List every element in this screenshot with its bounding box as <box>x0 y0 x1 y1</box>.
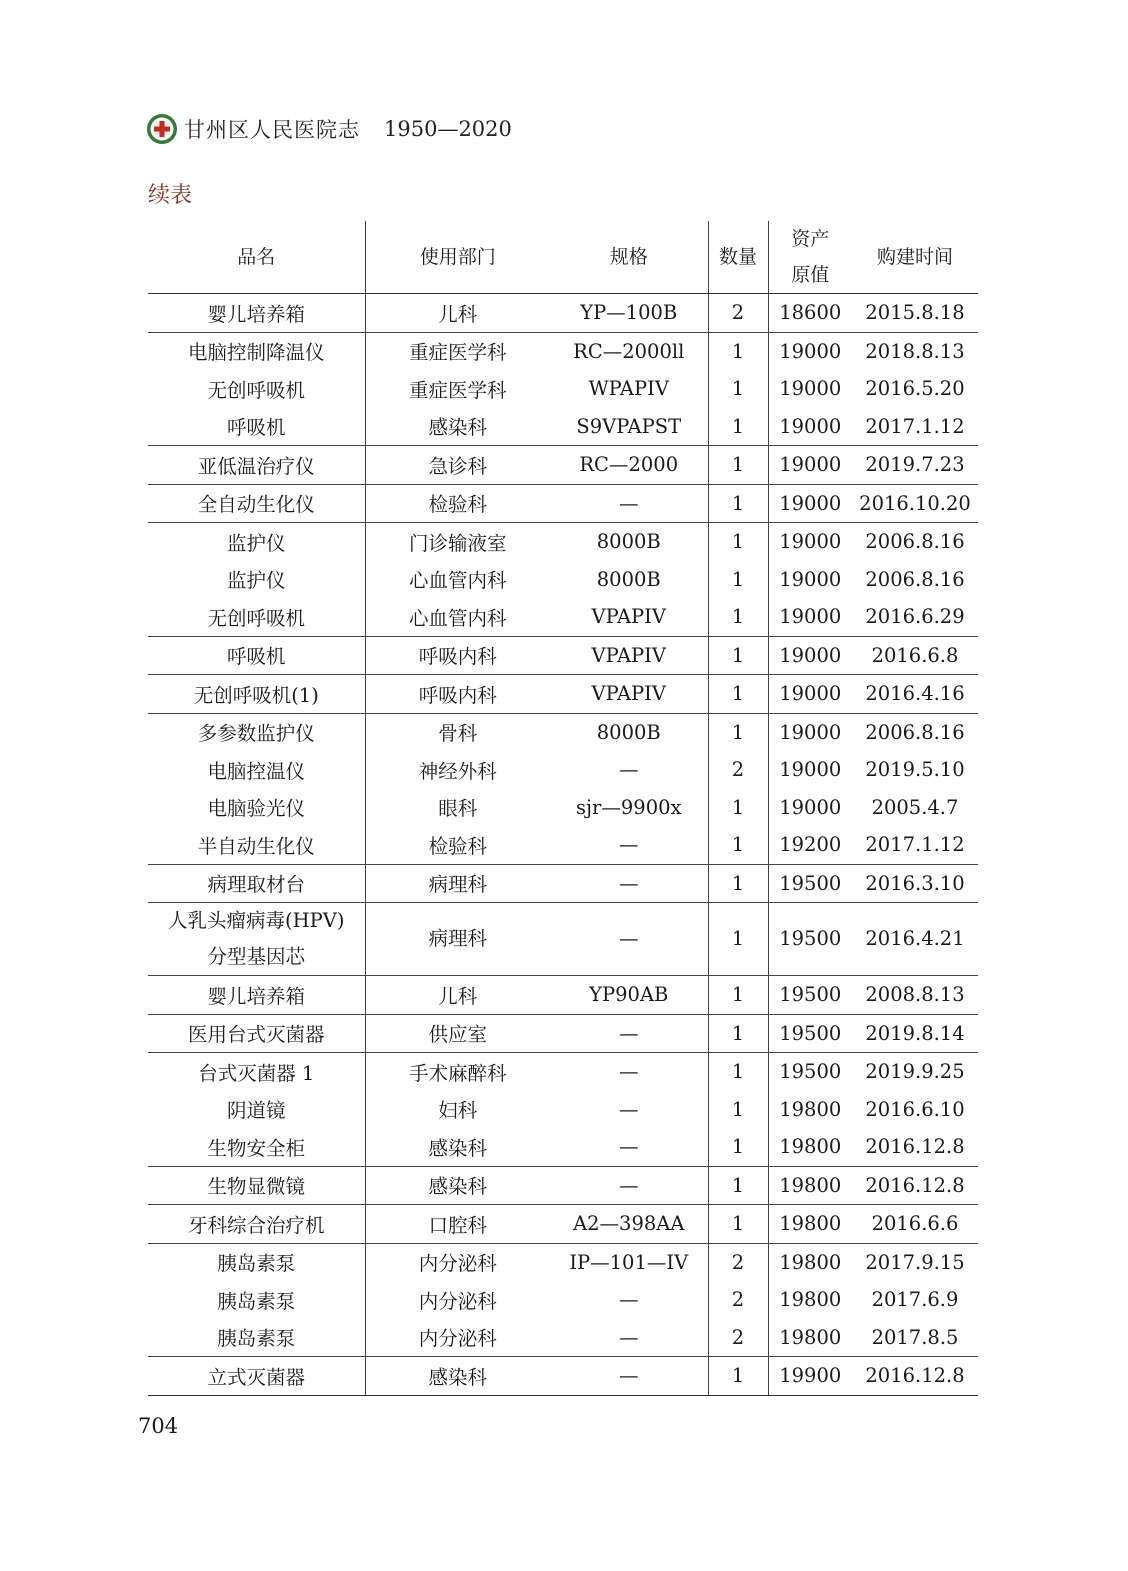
cell-date: 2016.6.6 <box>852 1205 978 1244</box>
cell-value: 19800 <box>779 1288 842 1312</box>
cell-date: 2006.8.16 <box>852 523 978 561</box>
page-number: 704 <box>138 1414 179 1438</box>
cell-value: 19800 <box>779 1097 842 1121</box>
cell-dept: 重症医学科 <box>408 378 507 402</box>
cell-date: 2016.6.29 <box>865 605 965 629</box>
cell-dept: 心血管内科 <box>408 569 507 593</box>
cell-date: 2015.8.18 <box>865 301 965 325</box>
cell-qty: 1 <box>708 789 768 827</box>
cell-spec: 8000B <box>550 713 708 751</box>
equipment-table <box>148 221 978 1396</box>
table-row <box>148 294 978 333</box>
cell-spec: — <box>550 1053 708 1091</box>
cell-spec: — <box>550 1091 708 1129</box>
cell-value: 19800 <box>779 1325 842 1349</box>
cell-value: 19000 <box>768 636 852 675</box>
book-years: 1950—2020 <box>384 117 512 141</box>
cell-value: 19000 <box>768 446 852 485</box>
col-header-dept: 使用部门 <box>365 221 550 294</box>
cell-name: 多参数监护仪 <box>148 713 365 751</box>
cell-qty: 1 <box>708 826 768 864</box>
cell-spec: 8000B <box>550 561 708 599</box>
cell-value: 19500 <box>768 976 852 1015</box>
table-row <box>148 332 978 370</box>
table-row <box>148 903 978 976</box>
cell-dept: 急诊科 <box>365 446 550 485</box>
cell-qty: 1 <box>708 1091 768 1129</box>
cell-date: 2016.12.8 <box>852 1357 978 1396</box>
cell-value: 19900 <box>768 1357 852 1396</box>
cell-dept: 重症医学科 <box>365 332 550 370</box>
cell-dept: 手术麻醉科 <box>365 1053 550 1091</box>
cell-date: 2006.8.16 <box>865 567 965 591</box>
cell-qty: 1 <box>708 484 768 523</box>
cell-spec: — <box>550 1166 708 1205</box>
cell-spec: IP—101—IV <box>550 1243 708 1281</box>
cell-name: 婴儿培养箱 <box>148 294 365 333</box>
cell-qty: 1 <box>708 713 768 751</box>
cell-name: 半自动生化仪 <box>148 826 365 864</box>
table-row <box>148 523 978 561</box>
cell-name: 胰岛素泵 <box>148 1281 365 1319</box>
cell-date: 2017.6.9 <box>871 1288 959 1312</box>
cell-spec: WPAPIV <box>550 370 708 408</box>
cell-dept: 神经外科 <box>418 759 497 783</box>
table-row <box>148 976 978 1015</box>
table-row <box>148 1281 978 1319</box>
cell-value: 19800 <box>779 1135 842 1159</box>
cell-date: 2018.8.13 <box>852 332 978 370</box>
cell-qty: 1 <box>708 598 768 636</box>
cell-name: 胰岛素泵 <box>148 1319 365 1357</box>
cell-spec: — <box>550 1281 708 1319</box>
cell-date: 2005.4.7 <box>871 795 959 819</box>
cell-value: 19800 <box>768 1205 852 1244</box>
cell-date: 2016.12.8 <box>865 1135 965 1159</box>
cell-qty: 1 <box>708 1128 768 1166</box>
table-row <box>148 1357 978 1396</box>
cell-value: 19800 <box>768 1166 852 1205</box>
cell-qty: 1 <box>708 903 768 976</box>
cell-date: 2016.10.20 <box>852 484 978 523</box>
cell-date: 2017.1.12 <box>865 414 965 438</box>
cell-dept: 门诊输液室 <box>365 523 550 561</box>
cell-date: 2016.4.21 <box>852 903 978 976</box>
cell-date: 2019.9.25 <box>852 1053 978 1091</box>
cell-name: 无创呼吸机 <box>148 598 365 636</box>
cell-qty: 1 <box>708 408 768 446</box>
table-header-row <box>148 221 978 294</box>
cell-qty: 1 <box>708 636 768 675</box>
cell-date: 2019.7.23 <box>852 446 978 485</box>
table-row <box>148 370 978 408</box>
cell-spec: S9VPAPST <box>550 408 708 446</box>
table-row <box>148 598 978 636</box>
cell-dept: 骨科 <box>365 713 550 751</box>
cell-name: 胰岛素泵 <box>148 1243 365 1281</box>
cell-value: 19000 <box>768 675 852 714</box>
cell-spec: — <box>550 1014 708 1053</box>
cell-qty: 1 <box>708 561 768 599</box>
table-row <box>148 484 978 523</box>
cell-value: 19000 <box>779 758 842 782</box>
cell-dept: 病理科 <box>365 903 550 976</box>
cell-spec: RC—2000ll <box>550 332 708 370</box>
cell-dept: 感染科 <box>428 1136 487 1160</box>
col-header-value <box>768 221 852 294</box>
cell-qty: 2 <box>708 1243 768 1281</box>
cell-name: 牙科综合治疗机 <box>148 1205 365 1244</box>
cell-date: 2017.8.5 <box>871 1325 959 1349</box>
table-row <box>148 1319 978 1357</box>
cell-date: 2017.1.12 <box>865 833 965 857</box>
cell-name: 电脑控制降温仪 <box>148 332 365 370</box>
cell-value: 19200 <box>779 833 842 857</box>
cell-dept: 检验科 <box>428 834 487 858</box>
cell-value: 19000 <box>779 795 842 819</box>
cell-dept: 儿科 <box>438 302 478 326</box>
cell-dept: 内分泌科 <box>418 1289 497 1313</box>
cell-qty: 2 <box>708 1319 768 1357</box>
cell-value: 19000 <box>779 567 842 591</box>
cell-value: 18600 <box>779 301 842 325</box>
cell-value: 19000 <box>768 484 852 523</box>
cell-name: 生物显微镜 <box>148 1166 365 1205</box>
cell-date: 2006.8.16 <box>852 713 978 751</box>
col-header-value-line2: 原值 <box>791 264 830 286</box>
cell-date: 2016.6.8 <box>852 636 978 675</box>
cell-dept: 病理科 <box>365 864 550 903</box>
cell-value: 19000 <box>779 377 842 401</box>
table-row <box>148 1166 978 1205</box>
cell-name: 病理取材台 <box>148 864 365 903</box>
cell-qty: 1 <box>708 1053 768 1091</box>
cell-spec: 8000B <box>550 523 708 561</box>
cell-qty: 1 <box>708 976 768 1015</box>
cell-value: 19000 <box>768 713 852 751</box>
cell-qty: 1 <box>708 370 768 408</box>
table-row <box>148 1243 978 1281</box>
book-title: 甘州区人民医院志 <box>184 118 360 142</box>
cell-qty: 1 <box>708 332 768 370</box>
cell-name: 阴道镜 <box>148 1091 365 1129</box>
cell-dept: 检验科 <box>365 484 550 523</box>
cell-dept: 眼科 <box>438 797 478 821</box>
cell-qty: 2 <box>708 1281 768 1319</box>
cell-value: 19000 <box>779 605 842 629</box>
cell-name: 全自动生化仪 <box>148 484 365 523</box>
cell-name: 呼吸机 <box>148 636 365 675</box>
cell-name-line2: 分型基因芯 <box>207 945 305 968</box>
cell-name: 呼吸机 <box>148 408 365 446</box>
cell-value: 19000 <box>779 414 842 438</box>
cell-name <box>148 903 365 976</box>
cell-name: 电脑控温仪 <box>148 751 365 789</box>
cell-date: 2016.3.10 <box>852 864 978 903</box>
cell-dept: 内分泌科 <box>365 1243 550 1281</box>
cell-name: 监护仪 <box>148 523 365 561</box>
cell-dept: 感染科 <box>365 1357 550 1396</box>
cell-qty: 1 <box>708 675 768 714</box>
cell-dept: 感染科 <box>365 1166 550 1205</box>
table-row <box>148 561 978 599</box>
cell-qty: 1 <box>708 1357 768 1396</box>
cell-spec: — <box>550 826 708 864</box>
cell-dept: 口腔科 <box>365 1205 550 1244</box>
cell-dept: 感染科 <box>428 416 487 440</box>
cell-spec: sjr—9900x <box>550 789 708 827</box>
col-header-qty: 数量 <box>708 221 768 294</box>
cell-qty: 1 <box>708 446 768 485</box>
table-row <box>148 675 978 714</box>
cell-spec: — <box>550 1357 708 1396</box>
cell-spec: — <box>550 903 708 976</box>
cell-date: 2016.5.20 <box>865 377 965 401</box>
col-header-spec: 规格 <box>550 221 708 294</box>
cell-qty: 1 <box>708 1205 768 1244</box>
cell-name: 亚低温治疗仪 <box>148 446 365 485</box>
cell-qty: 1 <box>708 1166 768 1205</box>
cell-date: 2016.12.8 <box>852 1166 978 1205</box>
table-row <box>148 1091 978 1129</box>
cell-qty: 2 <box>708 751 768 789</box>
cell-spec: — <box>550 484 708 523</box>
cell-qty: 1 <box>708 523 768 561</box>
cell-name: 电脑验光仪 <box>148 789 365 827</box>
table-row <box>148 408 978 446</box>
cell-dept: 呼吸内科 <box>365 636 550 675</box>
table-row <box>148 789 978 827</box>
cell-name-line1: 人乳头瘤病毒(HPV) <box>168 909 345 932</box>
cell-name: 立式灭菌器 <box>148 1357 365 1396</box>
cell-dept: 内分泌科 <box>418 1327 497 1351</box>
col-header-value-line1: 资产 <box>791 228 830 250</box>
table-row <box>148 864 978 903</box>
cell-dept: 儿科 <box>365 976 550 1015</box>
col-header-name: 品名 <box>148 221 365 294</box>
cell-dept: 呼吸内科 <box>365 675 550 714</box>
cell-dept: 心血管内科 <box>408 606 507 630</box>
cell-value: 19000 <box>768 523 852 561</box>
cell-spec: YP—100B <box>550 294 708 333</box>
cell-name: 婴儿培养箱 <box>148 976 365 1015</box>
table-row <box>148 446 978 485</box>
continued-table-label: 续表 <box>148 183 193 208</box>
cell-value: 19500 <box>768 903 852 976</box>
cell-value: 19500 <box>768 1053 852 1091</box>
cell-value: 19500 <box>768 1014 852 1053</box>
cell-date: 2016.4.16 <box>852 675 978 714</box>
cell-name: 无创呼吸机(1) <box>148 675 365 714</box>
cell-dept: 妇科 <box>438 1099 478 1123</box>
cell-value: 19000 <box>768 332 852 370</box>
table-row <box>148 826 978 864</box>
cell-value: 19800 <box>768 1243 852 1281</box>
cell-spec: YP90AB <box>550 976 708 1015</box>
table-row <box>148 1128 978 1166</box>
cell-date: 2017.9.15 <box>852 1243 978 1281</box>
cell-spec: VPAPIV <box>550 636 708 675</box>
cell-name: 生物安全柜 <box>148 1128 365 1166</box>
hospital-logo-icon <box>146 113 178 145</box>
table-row <box>148 1053 978 1091</box>
cell-qty: 1 <box>708 1014 768 1053</box>
table-row <box>148 1014 978 1053</box>
cell-name: 无创呼吸机 <box>148 370 365 408</box>
table-row <box>148 751 978 789</box>
cell-date: 2019.5.10 <box>865 758 965 782</box>
cell-dept: 供应室 <box>365 1014 550 1053</box>
cell-date: 2008.8.13 <box>852 976 978 1015</box>
cell-spec: — <box>550 1319 708 1357</box>
cell-spec: VPAPIV <box>550 675 708 714</box>
cell-spec: — <box>550 1128 708 1166</box>
table-row <box>148 636 978 675</box>
cell-spec: RC—2000 <box>550 446 708 485</box>
cell-value: 19500 <box>768 864 852 903</box>
cell-name: 医用台式灭菌器 <box>148 1014 365 1053</box>
cell-spec: — <box>550 864 708 903</box>
cell-qty: 2 <box>708 294 768 333</box>
cell-spec: VPAPIV <box>550 598 708 636</box>
cell-name: 监护仪 <box>148 561 365 599</box>
col-header-date: 购建时间 <box>852 221 978 294</box>
cell-date: 2019.8.14 <box>852 1014 978 1053</box>
cell-date: 2016.6.10 <box>865 1097 965 1121</box>
table-row <box>148 1205 978 1244</box>
cell-spec: A2—398AA <box>550 1205 708 1244</box>
cell-qty: 1 <box>708 864 768 903</box>
running-header <box>146 112 512 146</box>
cell-name: 台式灭菌器 1 <box>148 1053 365 1091</box>
table-row <box>148 713 978 751</box>
cell-spec: — <box>550 751 708 789</box>
